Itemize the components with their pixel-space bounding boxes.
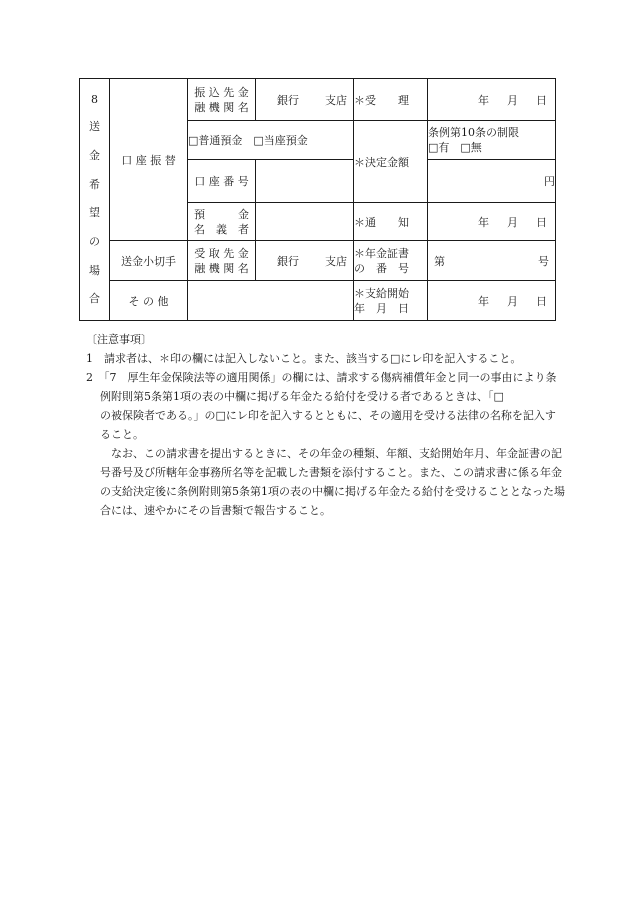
kettei-label: ＊決定金額 xyxy=(354,121,428,203)
uketori-date-field[interactable]: 年 月 日 xyxy=(428,79,556,121)
jorei-limit-cell[interactable]: 条例第10条の制限 □有 □無 xyxy=(428,121,556,160)
holder-field[interactable] xyxy=(256,203,354,241)
section-label-char: 金 xyxy=(89,148,100,162)
notes-heading: 〔注意事項〕 xyxy=(86,333,152,346)
account-type-checkboxes[interactable]: □普通預金 □当座預金 xyxy=(188,121,354,160)
note-paragraph-3: なお、この請求書を提出するときに、その年金の種類、年額、支給開始年月、年金証書の記号番号及び所轄年金事務所名等を記載した書類を添付すること。また、この請求書に係る年金の支給決定後に条例附則第5条第1項の表の中欄に掲げる年金たる給付を受けることとなった場合には、速やかにその旨書類で報告すること。 xyxy=(100,447,565,517)
uketori-label: ＊受 理 xyxy=(354,79,428,121)
transfer-label: 口 座 振 替 xyxy=(110,79,188,241)
other-label: そ の 他 xyxy=(110,281,188,321)
nenkin-no-label: ＊年金証書 の 番 号 xyxy=(354,241,428,281)
remittance-form-table xyxy=(79,78,556,321)
section-label-char: 送 xyxy=(89,120,100,134)
note-item-1: 1 請求者は、＊印の欄には記入しないこと。また、該当する□にレ印を記入すること。 xyxy=(86,352,522,365)
section-label-char: 合 xyxy=(89,292,100,306)
remit-check-label: 送金小切手 xyxy=(110,241,188,281)
recv-bank-field[interactable]: 銀行 支店 xyxy=(256,241,354,281)
section-label-char: 場 xyxy=(89,263,100,277)
section-label-cell xyxy=(80,79,110,321)
recv-bank-label: 受 取 先 金 融 機 関 名 xyxy=(188,241,256,281)
tsuchi-label: ＊通 知 xyxy=(354,203,428,241)
account-number-label: 口 座 番 号 xyxy=(188,160,256,203)
furikomi-bank-field[interactable]: 銀行 支店 xyxy=(256,79,354,121)
notes-section xyxy=(86,330,603,520)
note-item-2: 2 「7 厚生年金保険法等の適用関係」の欄には、請求する傷病補償年金と同一の事由により条例附則第5条第1項の表の中欄に掲げる年金たる給付を受ける者であるときは、「□ の被保険者である。」の□にレ印を記入するとともに、その適用を受ける法律の名称を記入すること。 xyxy=(86,371,603,441)
other-field[interactable] xyxy=(188,281,354,321)
tsuchi-date-field[interactable]: 年 月 日 xyxy=(428,203,556,241)
holder-label: 預 金 名 義 者 xyxy=(188,203,256,241)
furikomi-bank-label: 振 込 先 金 融 機 関 名 xyxy=(188,79,256,121)
nenkin-no-field[interactable]: 第 号 xyxy=(428,241,556,281)
section-label-char: 希 xyxy=(89,177,100,191)
section-label-char: 望 xyxy=(89,206,100,220)
section-label-char: の xyxy=(89,235,100,249)
shikyu-date-field[interactable]: 年 月 日 xyxy=(428,281,556,321)
shikyu-label: ＊支給開始 年 月 日 xyxy=(354,281,428,321)
section-label-char: 8 xyxy=(91,92,98,106)
account-number-field[interactable] xyxy=(256,160,354,203)
amount-field[interactable]: 円 xyxy=(428,160,556,203)
